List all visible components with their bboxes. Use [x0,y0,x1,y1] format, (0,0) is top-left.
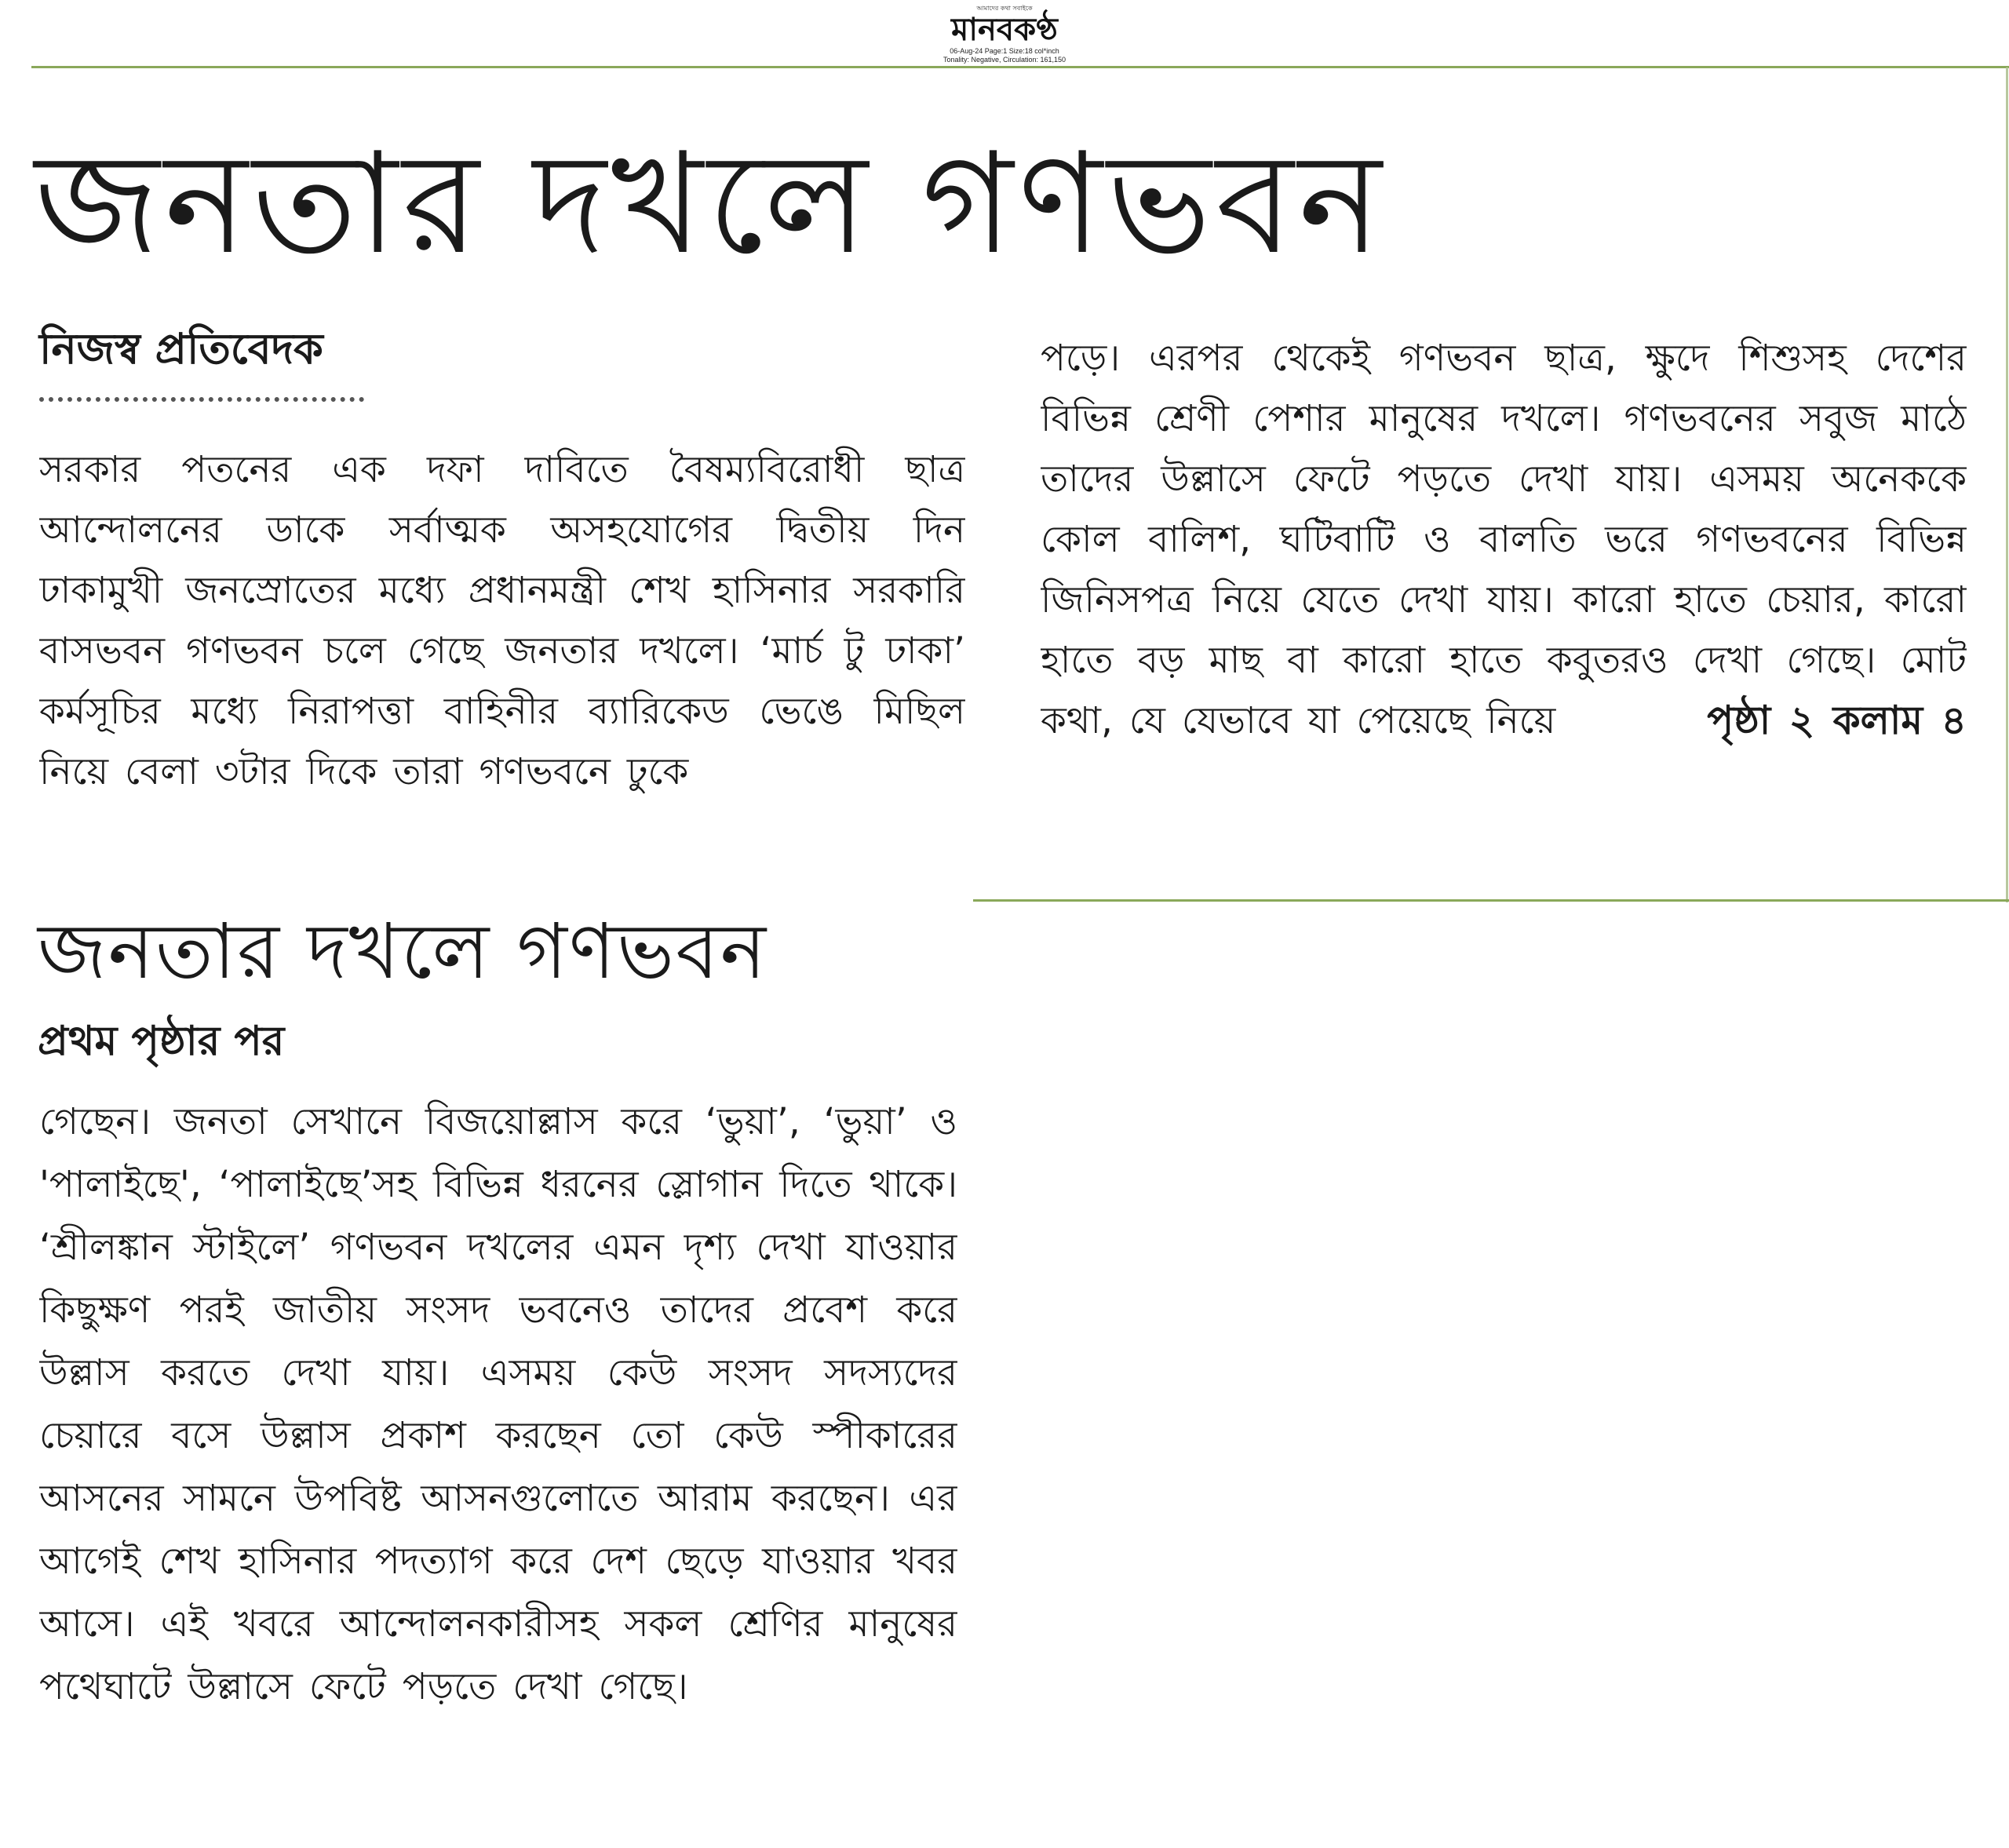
article-body-right-column [1041,328,1967,877]
masthead-tagline: আমাদের কথা সবাইকে [976,5,1033,12]
continuation-body-column [39,1091,957,1821]
masthead [918,5,1091,64]
continued-on-page-marker: পৃষ্ঠা ২ কলাম ৪ [1707,698,1967,743]
continuation-headline: জনতার দখলে গণভবন [38,907,768,997]
top-divider [31,66,2009,68]
clipping-meta-line-2: Tonality: Negative, Circulation: 161,150 [943,56,1066,64]
right-divider [2006,67,2008,902]
continuation-subhead: প্রথম পৃষ্ঠার পর [38,1018,285,1065]
byline-dotted-divider [39,397,364,402]
continuation-body-text: গেছেন। জনতা সেখানে বিজয়োল্লাস করে ‘ভুয়া’, ‘ভুয়া’ ও 'পালাইছে', ‘পালাইছে’সহ বিভিন্ন ধরনের স্লোগান দিতে থাকে। ‘শ্রীলঙ্কান স্টাইলে’ গণভবন দখলের এমন দৃশ্য দেখা যাওয়ার কিছুক্ষণ পরই জাতীয় সংসদ ভবনেও তাদের প্রবেশ করে উল্লাস করতে দেখা যায়। এসময় কেউ সংসদ সদস্যদের চেয়ারে বসে উল্লাস প্রকাশ করছেন তো কেউ স্পীকারের আসনের সামনে উপবিষ্ট আসনগুলোতে আরাম করছেন। এর আগেই শেখ হাসিনার পদত্যাগ করে দেশ ছেড়ে যাওয়ার খবর আসে। এই খবরে আন্দোলনকারীসহ সকল শ্রেণির মানুষের পথেঘাটে উল্লাসে ফেটে পড়তে দেখা গেছে। [39,1100,957,1708]
article-body-left-text: সরকার পতনের এক দফা দাবিতে বৈষম্যবিরোধী ছাত্র আন্দোলনের ডাকে সর্বাত্মক অসহযোগের দ্বিতীয় দিন ঢাকামুখী জনস্রোতের মধ্যে প্রধানমন্ত্রী শেখ হাসিনার সরকারি বাসভবন গণভবন চলে গেছে জনতার দখলে। ‘মার্চ টু ঢাকা’ কর্মসূচির মধ্যে নিরাপত্তা বাহিনীর ব্যারিকেড ভেঙে মিছিল নিয়ে বেলা ৩টার দিকে তারা গণভবনে ঢুকে [39,448,965,793]
clipping-meta-line-1: 06-Aug-24 Page:1 Size:18 col*inch [950,47,1059,55]
article-body-left-column [39,439,965,863]
section-divider [973,899,2009,902]
article-headline: জনতার দখলে গণভবন [35,122,1387,285]
article-body-right-text: পড়ে। এরপর থেকেই গণভবন ছাত্র, ক্ষুদে শিশুসহ দেশের বিভিন্ন শ্রেণী পেশার মানুষের দখলে। গণভবনের সবুজ মাঠে তাদের উল্লাসে ফেটে পড়তে দেখা যায়। এসময় অনেককে কোল বালিশ, ঘটিবাটি ও বালতি ভরে গণভবনের বিভিন্ন জিনিসপত্র নিয়ে যেতে দেখা যায়। কারো হাতে চেয়ার, কারো হাতে বড় মাছ বা কারো হাতে কবুতরও দেখা গেছে। মোট কথা, যে যেভাবে যা পেয়েছে নিয়ে [1041,337,1967,742]
article-byline: নিজস্ব প্রতিবেদক [39,324,323,374]
newspaper-logo: মানবকণ্ঠ [951,11,1058,48]
